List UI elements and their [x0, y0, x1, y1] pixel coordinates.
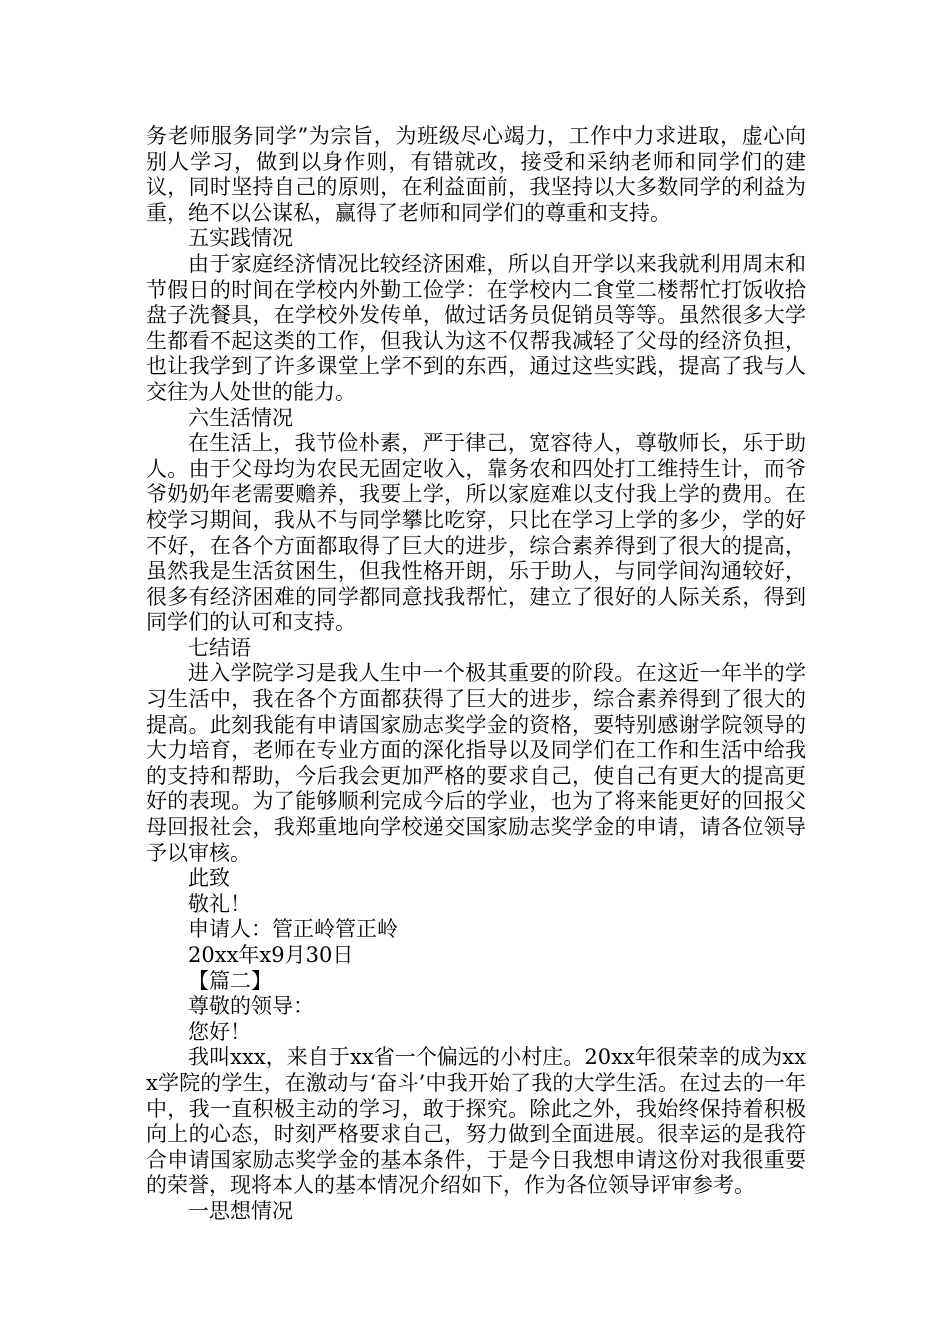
applicant-signature: 申请人：管正岭管正岭: [188, 917, 398, 942]
heading-practice: 五实践情况: [188, 226, 293, 251]
heading-life: 六生活情况: [188, 405, 293, 430]
paragraph-practice: 由于家庭经济情况比较经济困难，所以自开学以来我就利用周末和节假日的时间在学校内外勤工俭学：在学校内二食堂二楼帮忙打饭收拾盘子洗餐具，在学校外发传单，做过话务员促销员等等。虽然很多大学生都看不起这类的工作，但我认为这不仅帮我减轻了父母的经济负担，也让我学到了许多课堂上学不到的东西，通过这些实践，提高了我与人交往为人处世的能力。: [146, 251, 806, 404]
closing-regards: 敬礼！: [188, 891, 251, 916]
document-page: [146, 124, 806, 1225]
closing-salutation: 此致: [188, 866, 230, 891]
paragraph-life: 在生活上，我节俭朴素，严于律己，宽容待人，尊敬师长，乐于助人。由于父母均为农民无固定收入，靠务农和四处打工维持生计，而爷爷奶奶年老需要赡养，我要上学，所以家庭难以支付我上学的费用。在校学习期间，我从不与同学攀比吃穿，只比在学习上学的多少，学的好不好，在各个方面都取得了巨大的进步，综合素养得到了很大的提高，虽然我是生活贫困生，但我性格开朗，乐于助人，与同学间沟通较好，很多有经济困难的同学都同意找我帮忙，建立了很好的人际关系，得到同学们的认可和支持。: [146, 431, 806, 635]
greeting-hello: 您好！: [188, 1019, 251, 1044]
section-label-part-two: 【篇二】: [188, 968, 272, 993]
paragraph-introduction: 我叫xxx，来自于xx省一个偏远的小村庄。20xx年很荣幸的成为xxx学院的学生，在激动与‘奋斗’中我开始了我的大学生活。在过去的一年中，我一直积极主动的学习，敢于探究。除此之外，我始终保持着积极向上的心态，时刻严格要求自己，努力做到全面进展。很幸运的是我符合申请国家励志奖学金的基本条件，于是今日我想申请这份对我很重要的荣誉，现将本人的基本情况介绍如下，作为各位领导评审参考。: [146, 1045, 806, 1198]
paragraph-conclusion: 进入学院学习是我人生中一个极其重要的阶段。在这近一年半的学习生活中，我在各个方面都获得了巨大的进步，综合素养得到了很大的提高。此刻我能有申请国家励志奖学金的资格，要特别感谢学院领导的大力培育，老师在专业方面的深化指导以及同学们在工作和生活中给我的支持和帮助，今后我会更加严格的要求自己，使自己有更大的提高更好的表现。为了能够顺利完成今后的学业，也为了将来能更好的回报父母回报社会，我郑重地向学校递交国家励志奖学金的申请，请各位领导予以审核。: [146, 661, 806, 865]
application-date: 20xx年x9月30日: [188, 943, 354, 967]
greeting-addressee: 尊敬的领导：: [188, 994, 314, 1019]
heading-ideology: 一思想情况: [188, 1198, 293, 1223]
paragraph-service-class: 务老师服务同学”为宗旨，为班级尽心竭力，工作中力求进取，虚心向别人学习，做到以身作则，有错就改，接受和采纳老师和同学们的建议，同时坚持自己的原则，在利益面前，我坚持以大多数同学的利益为重，绝不以公谋私，赢得了老师和同学们的尊重和支持。: [146, 124, 806, 225]
heading-conclusion: 七结语: [188, 635, 251, 660]
